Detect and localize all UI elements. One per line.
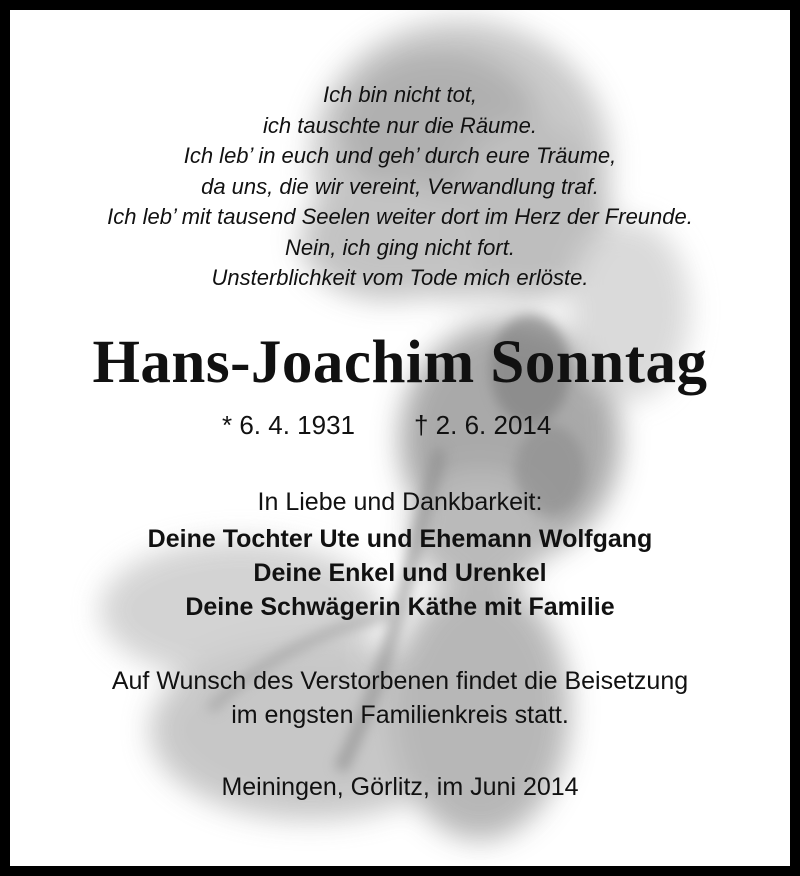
poem-line: Nein, ich ging nicht fort. [285,234,515,260]
family-member-line: Deine Enkel und Urenkel [253,559,547,587]
death-date: † 2. 6. 2014 [414,410,552,440]
poem-line: Ich leb’ mit tausend Seelen weiter dort im Herz der Freunde. [107,204,693,229]
family-member-line: Deine Schwägerin Käthe mit Familie [185,593,615,621]
obituary-content [10,10,790,866]
poem-line: ich tauschte nur die Räume. [263,112,537,138]
place-and-date: Meiningen, Görlitz, im Juni 2014 [221,773,579,801]
poem [10,80,790,294]
burial-note-line: Auf Wunsch des Verstorbenen findet die Beisetzung [111,667,689,695]
poem-line: Ich leb’ in euch und geh’ durch eure Träume, [183,143,617,168]
burial-note-line: im engsten Familienkreis statt. [231,701,569,729]
birth-date: * 6. 4. 1931 [222,410,355,440]
burial-note [10,664,790,732]
poem-line: Ich bin nicht tot, [322,82,478,107]
family-list [10,522,790,624]
family-member-line: Deine Tochter Ute und Ehemann Wolfgang [147,525,653,553]
poem-line: da uns, die wir vereint, Verwandlung traf. [201,173,599,199]
deceased-name: Hans-Joachim Sonntag [92,329,708,396]
poem-line: Unsterblichkeit vom Tode mich erlöste. [211,265,589,290]
dedication-line: In Liebe und Dankbarkeit: [257,488,543,516]
